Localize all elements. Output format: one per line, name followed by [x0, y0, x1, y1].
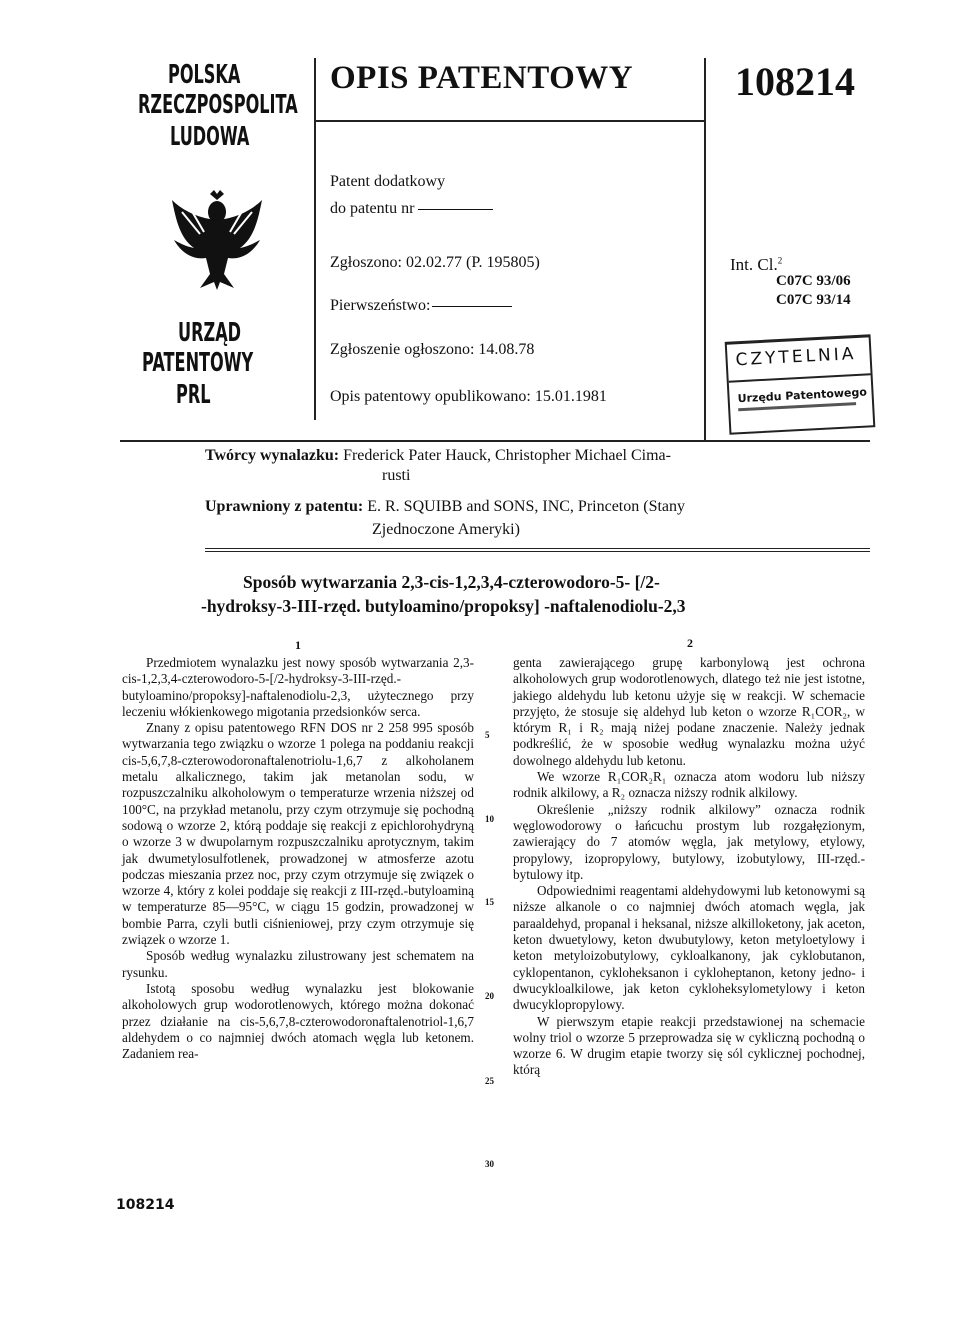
paragraph: Przedmiotem wynalazku jest nowy sposób wytwarzania 2,3-cis-1,2,3,4-czterowodoro-5-[/2-hydroksy-3-III-rzęd.-butyloamino/propoksy]-naftalenodiolu-2,3, użytecznego przy leczeniu włókienkowego migotania przedsionków serca. — [122, 655, 474, 719]
body-column-right — [513, 655, 865, 1079]
paragraph: Znany z opisu patentowego RFN DOS nr 2 258 995 sposób wytwarzania tego związku o wzorze 1 polega na poddaniu reakcji cis-5,6,7,8-czterowodoronaftalenotriolu-1,6,7 z alkoholanem metalu alkalicznego, takim jak metanolan sodu, w rozpuszczalniku alkoholowym o temperaturze wrzenia niższej od 100°C, na przykład metanolu, przy czym otrzymuje się pochodną sodową o wzorze 2, którą poddaje się reakcji z epichlorohydryną o wzorze 3 w dwupolarnym rozpuszczalniku aprotycznym, takim jak dwumetylosulfotlenek, prowadzonej w atmosferze azotu podczas mieszania przez noc, przy czym otrzymuje się związek o wzorze 4, który z kolei poddaje się reakcji z III-rzęd.-butyloaminą w temperaturze 85—95°C, w ciągu 15 godzin, prowadzonej w bombie Parra, czyli butli ciśnieniowej, przy czym otrzymuje się związek o wzorze 1. — [122, 720, 474, 948]
priority — [330, 297, 512, 315]
int-cl-superscript: 2 — [777, 255, 783, 266]
stamp-subtitle: Urzędu Patentowego — [737, 385, 868, 406]
int-cl-label — [730, 255, 782, 275]
additional-patent-number-label: do patentu nr — [330, 200, 415, 217]
priority-label: Pierwszeństwo: — [330, 297, 431, 314]
inventors-names: Frederick Pater Hauck, Christopher Michael Cima- — [343, 447, 671, 464]
additional-patent-number — [330, 200, 493, 218]
eagle-emblem-icon — [170, 190, 264, 290]
column-number-left: 1 — [295, 638, 301, 652]
column-number-right: 2 — [687, 636, 693, 650]
library-stamp — [725, 334, 876, 435]
blank-line — [432, 306, 512, 307]
paragraph: Określenie „niższy rodnik alkilowy” oznacza rodnik węglowodorowy o łańcuchu prostym lub rozgałęzionym, zawierający do 7 atomów węgla, jak metylowy, etylowy, propylowy, izopropylowy, butylowy, izobutylowy, III-rzęd.-bytulowy itp. — [513, 801, 865, 882]
line-number: 10 — [485, 814, 494, 824]
int-cl-text: Int. Cl. — [730, 255, 778, 274]
classification-code-1: C07C 93/06 — [776, 273, 851, 289]
footer-patent-number: 108214 — [116, 1197, 175, 1213]
invention-title-line-2: -hydroksy-3-III-rzęd. butyloamino/propoksy] -naftalenodiolu-2,3 — [201, 596, 686, 616]
published-date: Opis patentowy opublikowano: 15.01.1981 — [330, 388, 607, 405]
filed-date: Zgłoszono: 02.02.77 (P. 195805) — [330, 254, 540, 271]
line-number: 15 — [485, 897, 494, 907]
title-top-rule — [205, 548, 870, 549]
document-type-title: OPIS PATENTOWY — [330, 60, 634, 96]
country-line-2: RZECZPOSPOLITA — [138, 90, 298, 120]
assignee — [205, 498, 685, 516]
line-number: 25 — [485, 1076, 494, 1086]
announced-date: Zgłoszenie ogłoszono: 14.08.78 — [330, 341, 535, 358]
office-line-2: PATENTOWY — [142, 348, 254, 378]
header-divider-right — [704, 58, 706, 442]
paragraph: Sposób według wynalazku zilustrowany jest schematem na rysunku. — [122, 948, 474, 980]
invention-title-line-1: Sposób wytwarzania 2,3-cis-1,2,3,4-czterowodoro-5- [/2- — [243, 572, 660, 592]
inventors-label: Twórcy wynalazku: — [205, 447, 340, 464]
paragraph: Istotą sposobu według wynalazku jest blokowanie alkoholowych grup wodorotlenowych, którego można dokonać przez działanie na cis-5,6,7,8-czterowodoronaftalenotriol-1,6,7 aldehydem o co najmniej dwóch atomach węgla lub ketonem. Zadaniem rea- — [122, 980, 474, 1062]
header-divider-left — [314, 58, 316, 420]
body-column-left — [122, 655, 474, 1062]
classification-code-2: C07C 93/14 — [776, 292, 851, 308]
inventors-continued: rusti — [382, 467, 411, 484]
inventors — [205, 447, 671, 465]
stamp-divider — [729, 373, 871, 382]
title-top-rule-2 — [205, 551, 870, 552]
assignee-name: E. R. SQUIBB and SONS, INC, Princeton (Stany — [367, 498, 686, 515]
stamp-title: CZYTELNIA — [735, 344, 857, 371]
header-bottom-rule — [120, 440, 870, 442]
line-number: 5 — [485, 730, 490, 740]
office-line-3: PRL — [176, 380, 211, 410]
paragraph: Odpowiednimi reagentami aldehydowymi lub ketonowymi są niższe alkanole o co najmniej dwóch atomach węgla, jak paraaldehyd, propanal i heksanal, niższe alkilloketony, jak aceton, keton dwuetylowy, keton dwubutylowy, keton metyloetylowy i keton metyloizobutylowy, cykloalkanony, jak cyklobutanon, cyklopentanon, cykloheksanon i cykloheptanon, ketony jedno- i dwucykloalkilowe, jak keton cykloheksylometylowy i keton dwucyklopropylowy. — [513, 883, 865, 1013]
office-line-1: URZĄD — [178, 318, 242, 348]
assignee-continued: Zjednoczone Ameryki) — [372, 521, 520, 538]
paragraph: genta zawierającego grupę karbonylową jest ochrona alkoholowych grup wodorotlenowych, dlatego też nie jest istotne, jakiego aldehydu lub ketonu użyje się w reakcji. W schemacie przyjęto, że stosuje się aldehyd lub keton o wzorze R₁COR₂, w którym R₁ i R₂ mają niżej podane znaczenie. Należy jednak podkreślić, że w sposobie według wynalazku można użyć dowolnego aldehydu lub ketonu. — [513, 655, 865, 768]
country-line-1: POLSKA — [168, 60, 241, 90]
blank-line — [418, 209, 493, 210]
patent-number: 108214 — [735, 59, 855, 104]
country-line-3: LUDOWA — [170, 122, 250, 152]
assignee-label: Uprawniony z patentu: — [205, 498, 364, 515]
additional-patent-label: Patent dodatkowy — [330, 173, 446, 190]
paragraph: We wzorze R₁COR₂R₁ oznacza atom wodoru lub niższy rodnik alkilowy, a R₂ oznacza niższy rodnik alkilowy. — [513, 769, 865, 801]
title-underline — [315, 120, 705, 122]
line-number: 20 — [485, 991, 494, 1001]
line-number: 30 — [485, 1159, 494, 1169]
paragraph: W pierwszym etapie reakcji przedstawionej na schemacie wolny triol o wzorze 5 przeprowadza się w cykliczną pochodną o wzorze 6. W drugim etapie tworzy się sól cyklicznej pochodnej, którą — [513, 1013, 865, 1078]
